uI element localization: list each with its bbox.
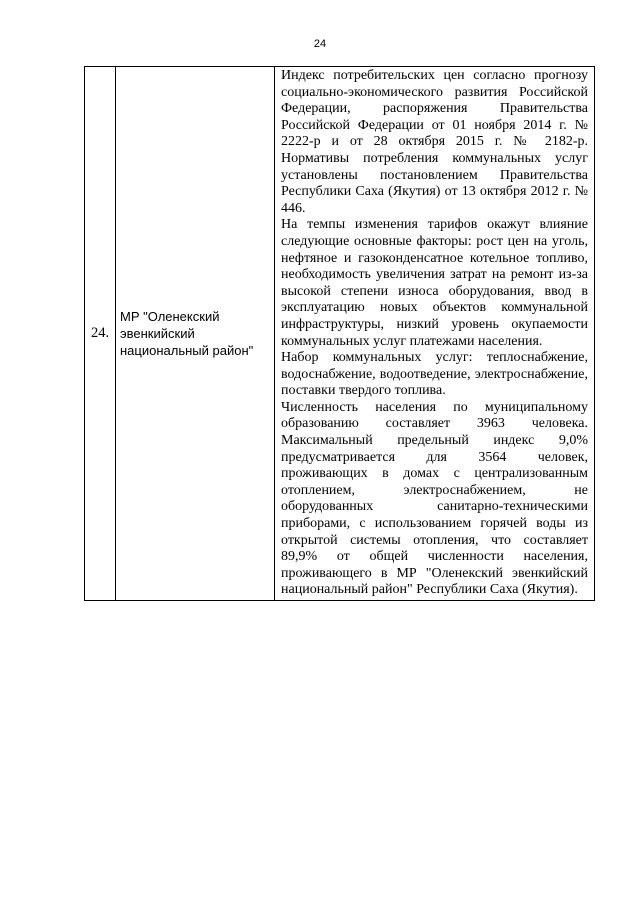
- paragraph-price-index: Индекс потребительских цен согласно прогнозу социально-экономического развития Российской Федерации, распоряжения Правительства Российской Федерации от 01 ноября 2014 г. № 2222-р и от 28 октября 2015 г. № 2182-р. Нормативы потребления коммунальных услуг установлены постановлением Правительства Республики Саха (Якутия) от 13 октября 2012 г. № 446.: [281, 68, 588, 216]
- tariff-table: [84, 66, 595, 601]
- page-number: 24: [313, 38, 327, 50]
- description-cell: [275, 67, 595, 601]
- row-number-cell: 24.: [85, 67, 116, 601]
- paragraph-tariff-factors: На темпы изменения тарифов окажут влияние следующие основные факторы: рост цен на уголь, нефтяное и газоконденсатное котельное топливо, необходимость увеличения затрат на ремонт из-за высокой степени износа оборудования, ввод в эксплуатацию новых объектов коммунальной инфраструктуры, низкий уровень окупаемости коммунальных услуг платежами населения.: [281, 217, 588, 349]
- table-row: [85, 67, 595, 601]
- paragraph-population: Численность населения по муниципальному образованию составляет 3963 человека. Максимальный предельный индекс 9,0% предусматривается для 3564 человек, проживающих в домах с централизованным отоплением, электроснабжением, не оборудованных санитарно-техническими приборами, с использованием горячей воды из открытой системы отопления, что составляет 89,9% от общей численности населения, проживающего в МР "Оленекский эвенкийский национальный район" Республики Саха (Якутия).: [281, 399, 588, 598]
- paragraph-utility-services: Набор коммунальных услуг: теплоснабжение, водоснабжение, водоотведение, электроснабжение, поставки твердого топлива.: [281, 350, 588, 399]
- municipality-name-cell: МР "Оленекский эвенкийский национальный район": [116, 67, 275, 601]
